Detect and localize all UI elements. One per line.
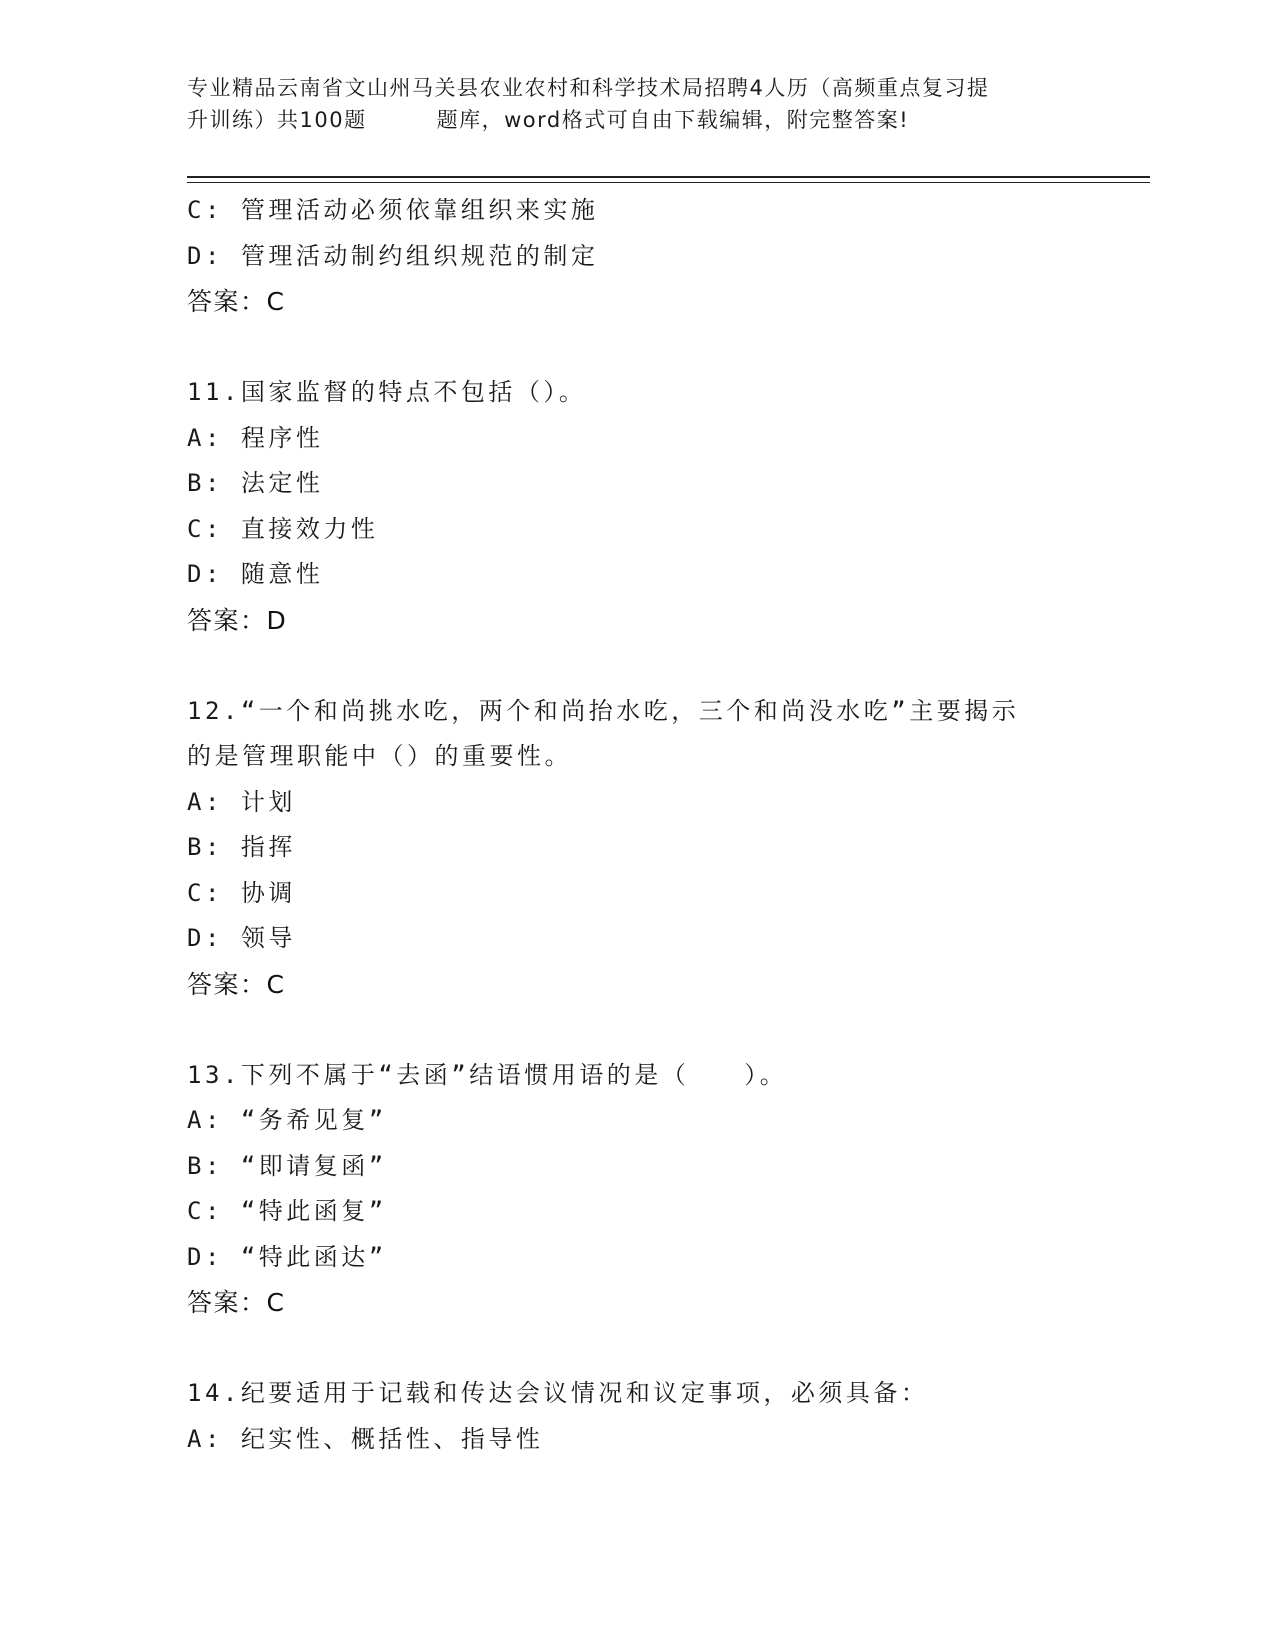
header-line-2	[187, 104, 1087, 136]
spacer	[187, 1007, 1087, 1053]
option-a: A: 纪实性、概括性、指导性	[187, 1424, 544, 1453]
option-c: C: 直接效力性	[187, 514, 379, 543]
question-list	[187, 188, 1087, 1462]
option-c: C: 协调	[187, 878, 296, 907]
question-11	[187, 370, 1087, 643]
option-d: D: 领导	[187, 924, 296, 952]
option-b: B: “即请复函”	[187, 1151, 387, 1180]
spacer	[187, 325, 1087, 371]
question-text: 13.下列不属于“去函”结语惯用语的是（ ）。	[187, 1060, 788, 1089]
question-13	[187, 1053, 1087, 1326]
option-d: D: “特此函达”	[187, 1242, 387, 1271]
document-header	[187, 72, 1087, 136]
header-line-1: 专业精品云南省文山州马关县农业农村和科学技术局招聘4人历（高频重点复习提	[187, 76, 990, 100]
question-12	[187, 689, 1087, 1008]
header-line-2a: 升训练）共100题	[187, 108, 367, 132]
question-text: 11.国家监督的特点不包括（）。	[187, 378, 587, 406]
option-d: D: 管理活动制约组织规范的制定	[187, 241, 599, 270]
question-10	[187, 188, 1087, 325]
question-text: 14.纪要适用于记载和传达会议情况和议定事项，必须具备：	[187, 1379, 929, 1407]
option-c: C: 管理活动必须依靠组织来实施	[187, 196, 599, 224]
answer: 答案：C	[187, 287, 286, 316]
option-a: A: 计划	[187, 787, 296, 816]
header-divider-thin	[187, 182, 1150, 183]
option-a: A: 程序性	[187, 423, 324, 452]
option-d: D: 随意性	[187, 560, 324, 588]
question-14	[187, 1371, 1087, 1462]
option-b: B: 指挥	[187, 833, 296, 861]
question-text-line-1: 12.“一个和尚挑水吃，两个和尚抬水吃，三个和尚没水吃”主要揭示	[187, 696, 1020, 725]
question-text-line-2: 的是管理职能中（）的重要性。	[187, 742, 572, 770]
answer: 答案：C	[187, 969, 286, 999]
header-line-2b: 题库，word格式可自由下载编辑，附完整答案!	[436, 108, 910, 132]
header-divider-thick	[187, 176, 1150, 178]
option-a: A: “务希见复”	[187, 1106, 387, 1134]
answer: 答案：C	[187, 1288, 286, 1317]
option-c: C: “特此函复”	[187, 1197, 387, 1225]
option-b: B: 法定性	[187, 469, 324, 497]
spacer	[187, 643, 1087, 689]
spacer	[187, 1326, 1087, 1372]
answer: 答案：D	[187, 605, 288, 635]
